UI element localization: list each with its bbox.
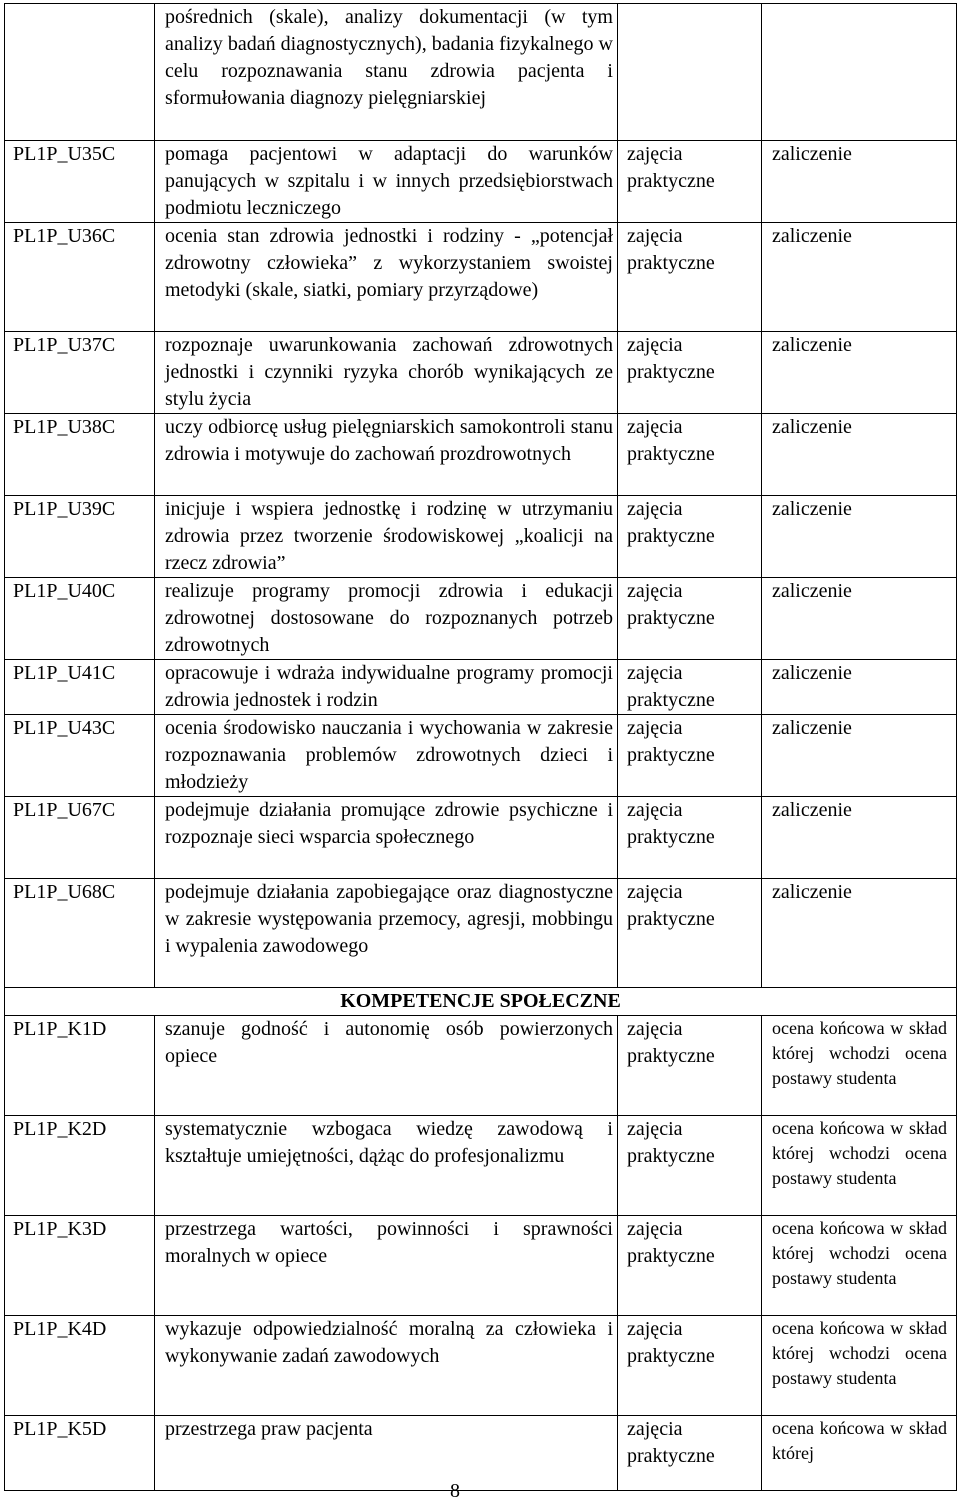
outcome-description: inicjuje i wspiera jednostkę i rodzinę w utrzymaniu zdrowia przez tworzenie środowiskowej „koalicji na rzecz zdrowia”: [155, 496, 618, 578]
table-row: [5, 332, 957, 414]
outcome-description: szanuje godność i autonomię osób powierzonych opiece: [155, 1016, 618, 1116]
verification-method: ocena końcowa w skład której wchodzi ocena postawy studenta: [762, 1016, 957, 1116]
table-row: [5, 1116, 957, 1216]
table-row: [5, 1316, 957, 1416]
outcome-code: PL1P_K1D: [5, 1016, 155, 1116]
class-form: zajęcia praktyczne: [618, 879, 762, 988]
section-heading: KOMPETENCJE SPOŁECZNE: [5, 988, 957, 1016]
verification-method: zaliczenie: [762, 223, 957, 332]
outcome-code: PL1P_U40C: [5, 578, 155, 660]
outcome-code: PL1P_U39C: [5, 496, 155, 578]
class-form: zajęcia praktyczne: [618, 1016, 762, 1116]
outcome-code: PL1P_K2D: [5, 1116, 155, 1216]
verification-method: zaliczenie: [762, 660, 957, 715]
learning-outcomes-table: [4, 3, 957, 1491]
outcome-code: [5, 4, 155, 141]
table-row: [5, 1016, 957, 1116]
outcome-description: podejmuje działania promujące zdrowie psychiczne i rozpoznaje sieci wsparcia społecznego: [155, 797, 618, 879]
outcome-description: ocenia stan zdrowia jednostki i rodziny - „potencjał zdrowotny człowieka” z wykorzystaniem swoistej metodyki (skale, siatki, pomiary przyrządowe): [155, 223, 618, 332]
class-form: zajęcia praktyczne: [618, 223, 762, 332]
table-row: [5, 1216, 957, 1316]
class-form: zajęcia praktyczne: [618, 496, 762, 578]
outcome-code: PL1P_U41C: [5, 660, 155, 715]
verification-method: zaliczenie: [762, 879, 957, 988]
class-form: zajęcia praktyczne: [618, 660, 762, 715]
class-form: zajęcia praktyczne: [618, 141, 762, 223]
section-heading-group: [5, 988, 957, 1016]
outcome-code: PL1P_U35C: [5, 141, 155, 223]
verification-method: zaliczenie: [762, 332, 957, 414]
page-number: 8: [450, 1480, 460, 1502]
class-form: [618, 4, 762, 141]
class-form: zajęcia praktyczne: [618, 715, 762, 797]
table-row: [5, 797, 957, 879]
table-row: [5, 496, 957, 578]
outcome-description: ocenia środowisko nauczania i wychowania w zakresie rozpoznawania problemów zdrowotnych dzieci i młodzieży: [155, 715, 618, 797]
verification-method: zaliczenie: [762, 141, 957, 223]
outcome-code: PL1P_U36C: [5, 223, 155, 332]
verification-method: ocena końcowa w skład której: [762, 1416, 957, 1491]
verification-method: [762, 4, 957, 141]
outcome-code: PL1P_U38C: [5, 414, 155, 496]
verification-method: zaliczenie: [762, 414, 957, 496]
table-row: [5, 141, 957, 223]
outcome-description: pośrednich (skale), analizy dokumentacji (w tym analizy badań diagnostycznych), badania fizykalnego w celu rozpoznawania stanu zdrowia pacjenta i sformułowania diagnozy pielęgniarskiej: [155, 4, 618, 141]
table-row: [5, 879, 957, 988]
table-row: [5, 578, 957, 660]
outcome-code: PL1P_U43C: [5, 715, 155, 797]
outcome-description: opracowuje i wdraża indywidualne programy promocji zdrowia jednostek i rodzin: [155, 660, 618, 715]
verification-method: ocena końcowa w skład której wchodzi ocena postawy studenta: [762, 1116, 957, 1216]
table-row: [5, 4, 957, 141]
class-form: zajęcia praktyczne: [618, 1216, 762, 1316]
outcome-description: rozpoznaje uwarunkowania zachowań zdrowotnych jednostki i czynniki ryzyka chorób wynikających ze stylu życia: [155, 332, 618, 414]
verification-method: zaliczenie: [762, 797, 957, 879]
section-heading-row: [5, 988, 957, 1016]
outcome-description: uczy odbiorcę usług pielęgniarskich samokontroli stanu zdrowia i motywuje do zachowań prozdrowotnych: [155, 414, 618, 496]
skills-rows: [5, 4, 957, 988]
outcome-code: PL1P_K4D: [5, 1316, 155, 1416]
verification-method: zaliczenie: [762, 578, 957, 660]
outcome-description: pomaga pacjentowi w adaptacji do warunków panujących w szpitalu i w innych przedsiębiorstwach podmiotu leczniczego: [155, 141, 618, 223]
class-form: zajęcia praktyczne: [618, 797, 762, 879]
class-form: zajęcia praktyczne: [618, 578, 762, 660]
verification-method: ocena końcowa w skład której wchodzi ocena postawy studenta: [762, 1216, 957, 1316]
outcome-description: przestrzega praw pacjenta: [155, 1416, 618, 1491]
outcome-code: PL1P_U67C: [5, 797, 155, 879]
table-row: [5, 660, 957, 715]
outcome-description: systematycznie wzbogaca wiedzę zawodową i kształtuje umiejętności, dążąc do profesjonalizmu: [155, 1116, 618, 1216]
verification-method: zaliczenie: [762, 715, 957, 797]
table-row: [5, 223, 957, 332]
competence-rows: [5, 1016, 957, 1491]
class-form: zajęcia praktyczne: [618, 414, 762, 496]
outcome-code: PL1P_U37C: [5, 332, 155, 414]
outcome-description: przestrzega wartości, powinności i sprawności moralnych w opiece: [155, 1216, 618, 1316]
outcome-description: wykazuje odpowiedzialność moralną za człowieka i wykonywanie zadań zawodowych: [155, 1316, 618, 1416]
verification-method: ocena końcowa w skład której wchodzi ocena postawy studenta: [762, 1316, 957, 1416]
class-form: zajęcia praktyczne: [618, 332, 762, 414]
outcome-description: realizuje programy promocji zdrowia i edukacji zdrowotnej dostosowane do rozpoznanych potrzeb zdrowotnych: [155, 578, 618, 660]
class-form: zajęcia praktyczne: [618, 1316, 762, 1416]
outcome-code: PL1P_K3D: [5, 1216, 155, 1316]
class-form: zajęcia praktyczne: [618, 1416, 762, 1491]
outcome-code: PL1P_U68C: [5, 879, 155, 988]
outcome-code: PL1P_K5D: [5, 1416, 155, 1491]
table-row: [5, 715, 957, 797]
verification-method: zaliczenie: [762, 496, 957, 578]
outcome-description: podejmuje działania zapobiegające oraz diagnostyczne w zakresie występowania przemocy, agresji, mobbingu i wypalenia zawodowego: [155, 879, 618, 988]
class-form: zajęcia praktyczne: [618, 1116, 762, 1216]
table-row: [5, 414, 957, 496]
